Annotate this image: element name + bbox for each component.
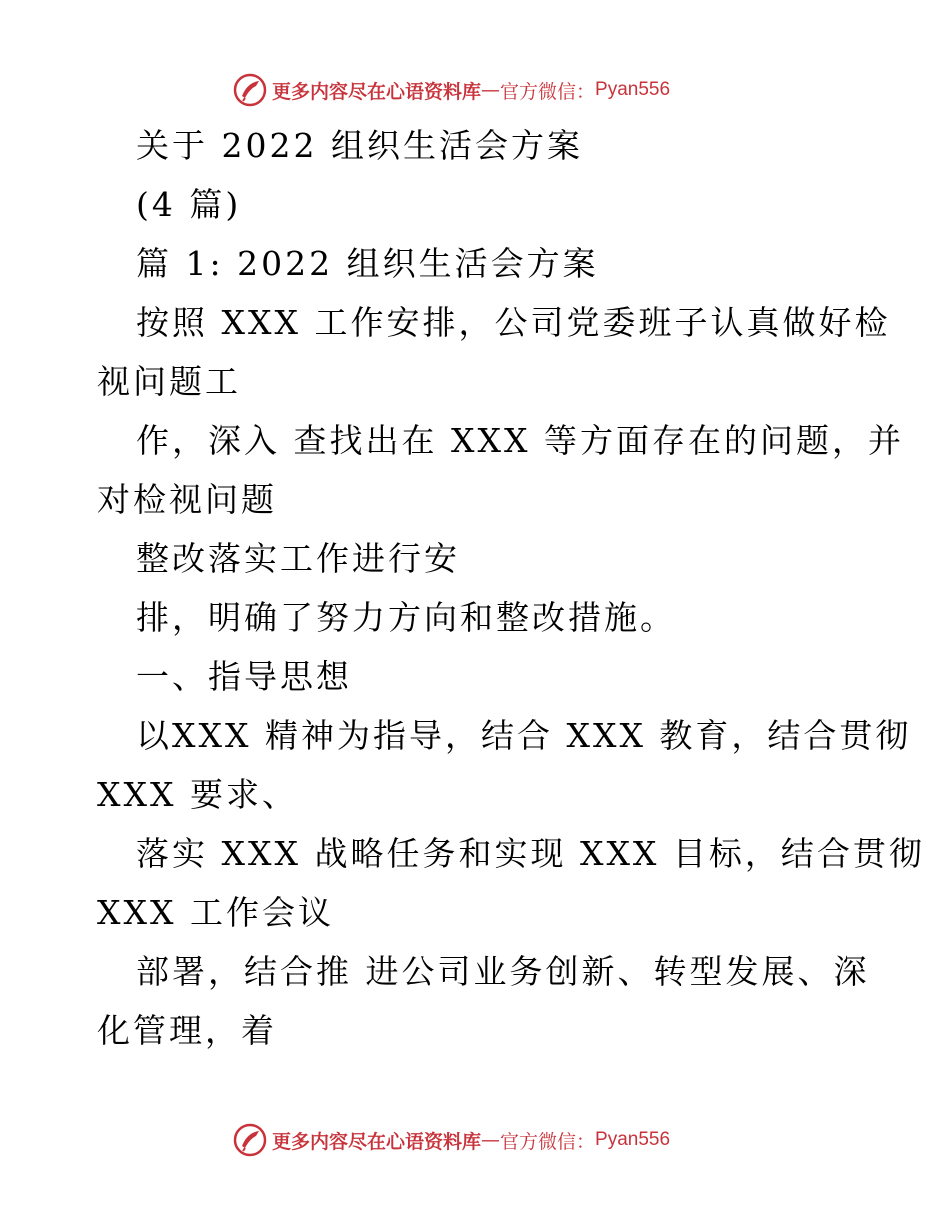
paragraph-line: 按照 XXX 工作安排，公司党委班子认真做好检 [136, 303, 891, 342]
paragraph-line: 排，明确了努力方向和整改措施。 [136, 598, 676, 637]
watermark-footer [232, 1120, 670, 1160]
watermark-wechat-id: Pyan556 [595, 1129, 671, 1150]
watermark-wechat-id: Pyan556 [595, 79, 671, 100]
watermark-dash: — [481, 79, 501, 101]
watermark-wechat-label: 官方微信： [500, 1130, 596, 1153]
watermark-dash: — [481, 1129, 501, 1151]
paragraph-line: XXX 要求、 [97, 775, 298, 814]
subsection-heading: 一、指导思想 [136, 657, 352, 696]
document-title: 关于 2022 组织生活会方案 [136, 126, 583, 165]
paragraph-line: XXX 工作会议 [97, 893, 334, 932]
paragraph-line: 化管理，着 [97, 1011, 277, 1050]
seal-logo-icon [232, 72, 268, 108]
watermark-wechat-label: 官方微信： [500, 80, 596, 103]
paragraph-line: 视问题工 [97, 362, 241, 401]
paragraph-line: 部署，结合推 进公司业务创新、转型发展、深 [136, 952, 870, 991]
paragraph-line: 整改落实工作进行安 [136, 539, 460, 578]
paragraph-line: 对检视问题 [97, 480, 277, 519]
watermark-text: 更多内容尽在心语资料库 [272, 1130, 482, 1153]
paragraph-line: 以XXX 精神为指导，结合 XXX 教育，结合贯彻 [136, 716, 912, 755]
document-subtitle: (4 篇) [136, 185, 242, 224]
paragraph-line: 落实 XXX 战略任务和实现 XXX 目标，结合贯彻 [136, 834, 925, 873]
section-heading: 篇 1: 2022 组织生活会方案 [136, 244, 599, 283]
watermark-text: 更多内容尽在心语资料库 [272, 80, 482, 103]
watermark-header [232, 70, 670, 110]
seal-logo-icon [232, 1122, 268, 1158]
paragraph-line: 作，深入 查找出在 XXX 等方面存在的问题，并 [136, 421, 904, 460]
